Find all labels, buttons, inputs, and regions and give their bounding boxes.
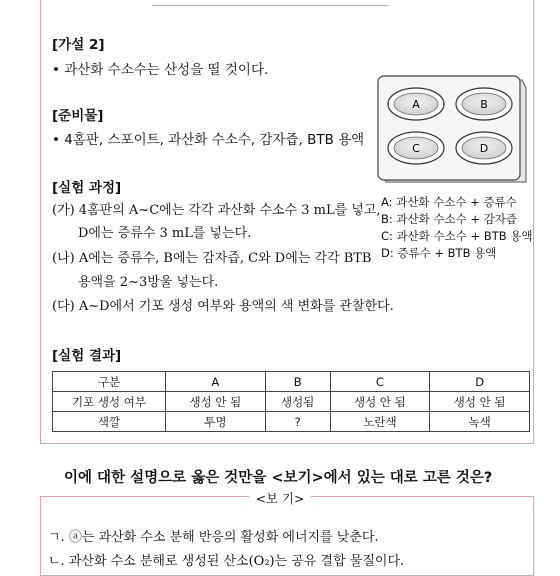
- table-header-cell: A: [166, 372, 266, 392]
- table-row: [53, 412, 530, 432]
- well-c: [388, 132, 444, 164]
- well-a-label: A: [412, 98, 420, 111]
- materials-text: • 4홈판, 스포이트, 과산화 수소수, 감자즙, BTB 용액: [52, 132, 365, 148]
- legend-d: D: 증류수 + BTB 용액: [381, 246, 497, 260]
- bogi-title: [0, 489, 560, 507]
- table-cell: 색깔: [53, 412, 166, 432]
- table-cell: 생성됨: [265, 392, 330, 412]
- well-b: [456, 88, 512, 120]
- table-header-cell: 구분: [53, 372, 166, 392]
- table-cell: 생성 안 됨: [430, 392, 530, 412]
- materials-heading: [준비물]: [52, 108, 104, 124]
- procedure-step-2-line2: 용액을 2~3방울 넣는다.: [78, 275, 219, 290]
- table-cell: 생성 안 됨: [166, 392, 266, 412]
- hypothesis-text: • 과산화 수소수는 산성을 띨 것이다.: [52, 62, 269, 78]
- table-cell: 노란색: [330, 412, 430, 432]
- table-header-row: [53, 372, 530, 392]
- top-tab-border: [152, 0, 388, 6]
- results-table: [52, 371, 530, 432]
- four-well-plate: [372, 70, 530, 190]
- table-cell: 녹색: [430, 412, 530, 432]
- procedure-heading: [실험 과정]: [52, 180, 122, 196]
- procedure-step-3: (다) A~D에서 기포 생성 여부와 용액의 색 변화를 관찰한다.: [52, 299, 394, 314]
- well-d-label: D: [479, 142, 489, 155]
- legend-c: C: 과산화 수소수 + BTB 용액: [381, 229, 533, 243]
- legend-b: B: 과산화 수소수 + 감자즙: [381, 212, 518, 226]
- bogi-item-1: ㄱ. ⓐ는 과산화 수소 분해 반응의 활성화 에너지를 낮춘다.: [48, 530, 379, 545]
- results-heading: [실험 결과]: [52, 348, 122, 364]
- bogi-item-2: ㄴ. 과산화 수소 분해로 생성된 산소(O₂)는 공유 결합 물질이다.: [48, 554, 405, 569]
- table-cell: ?: [265, 412, 330, 432]
- table-header-cell: D: [430, 372, 530, 392]
- table-row: [53, 392, 530, 412]
- table-cell: 기포 생성 여부: [53, 392, 166, 412]
- table-header-cell: C: [330, 372, 430, 392]
- bogi-title-text: <보 기>: [249, 491, 310, 506]
- well-d: [456, 132, 512, 164]
- question-text: 이에 대한 설명으로 옳은 것만을 <보기>에서 있는 대로 고른 것은?: [64, 470, 493, 486]
- legend-a: A: 과산화 수소수 + 증류수: [381, 195, 517, 209]
- hypothesis-heading: [가설 2]: [52, 37, 105, 53]
- procedure-step-1-line1: (가) 4홈판의 A~C에는 각각 과산화 수소수 3 mL를 넣고,: [52, 203, 381, 218]
- procedure-step-2-line1: (나) A에는 증류수, B에는 감자즙, C와 D에는 각각 BTB: [52, 251, 372, 266]
- well-a: [388, 88, 444, 120]
- table-cell: 투명: [166, 412, 266, 432]
- well-b-label: B: [480, 98, 488, 111]
- table-header-cell: B: [265, 372, 330, 392]
- table-cell: 생성 안 됨: [330, 392, 430, 412]
- procedure-step-1-line2: D에는 증류수 3 mL를 넣는다.: [78, 226, 252, 241]
- well-c-label: C: [412, 142, 420, 155]
